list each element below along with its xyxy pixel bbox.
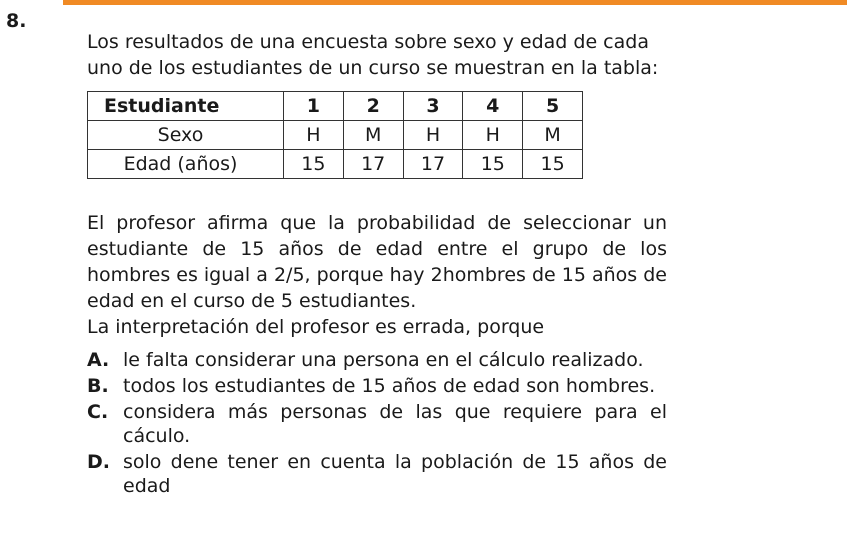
table-header-cell: Estudiante <box>88 92 284 121</box>
question-number: 8. <box>6 10 27 32</box>
option-label: A. <box>87 349 110 371</box>
option-label: B. <box>87 375 109 397</box>
table-cell: Edad (años) <box>88 150 284 179</box>
answer-option-c[interactable] <box>87 400 667 448</box>
table-header-cell: 4 <box>463 92 523 121</box>
table-cell: Sexo <box>88 121 284 150</box>
answer-option-d[interactable] <box>87 450 667 498</box>
table-row <box>88 121 583 150</box>
table-header-cell: 2 <box>343 92 403 121</box>
table-header-cell: 1 <box>284 92 344 121</box>
table-header-row <box>88 92 583 121</box>
top-accent-bar <box>63 0 847 5</box>
table-cell: H <box>284 121 344 150</box>
table-cell: H <box>463 121 523 150</box>
table-cell: M <box>343 121 403 150</box>
table-header-cell: 3 <box>403 92 463 121</box>
option-text: le falta considerar una persona en el cálculo realizado. <box>123 349 644 371</box>
table-cell: H <box>403 121 463 150</box>
answer-options <box>87 348 667 500</box>
table-cell: 15 <box>523 150 583 179</box>
table-row <box>88 150 583 179</box>
answer-option-b[interactable] <box>87 374 667 398</box>
option-label: C. <box>87 401 109 423</box>
table-header-cell: 5 <box>523 92 583 121</box>
table-cell: 15 <box>463 150 523 179</box>
option-label: D. <box>87 451 110 473</box>
option-text: solo dene tener en cuenta la población de 15 años de edad <box>123 451 667 497</box>
question-stem: Los resultados de una encuesta sobre sexo y edad de cada uno de los estudiantes de un curso se muestran en la tabla: <box>87 31 659 79</box>
option-text: considera más personas de las que requiere para el cáculo. <box>123 401 667 447</box>
teacher-claim-paragraph: El profesor afirma que la probabilidad de seleccionar un estudiante de 15 años de edad entre el grupo de los hombres es igual a 2/5, porque hay 2hombres de 15 años de edad en el curso de 5 estudiantes. <box>87 212 667 312</box>
table-cell: 17 <box>403 150 463 179</box>
option-text: todos los estudiantes de 15 años de edad son hombres. <box>123 375 656 397</box>
survey-table <box>87 91 583 179</box>
table-cell: 15 <box>284 150 344 179</box>
answer-option-a[interactable] <box>87 348 667 372</box>
table-cell: 17 <box>343 150 403 179</box>
question-prompt: La interpretación del profesor es errada, porque <box>87 316 545 338</box>
table-cell: M <box>523 121 583 150</box>
